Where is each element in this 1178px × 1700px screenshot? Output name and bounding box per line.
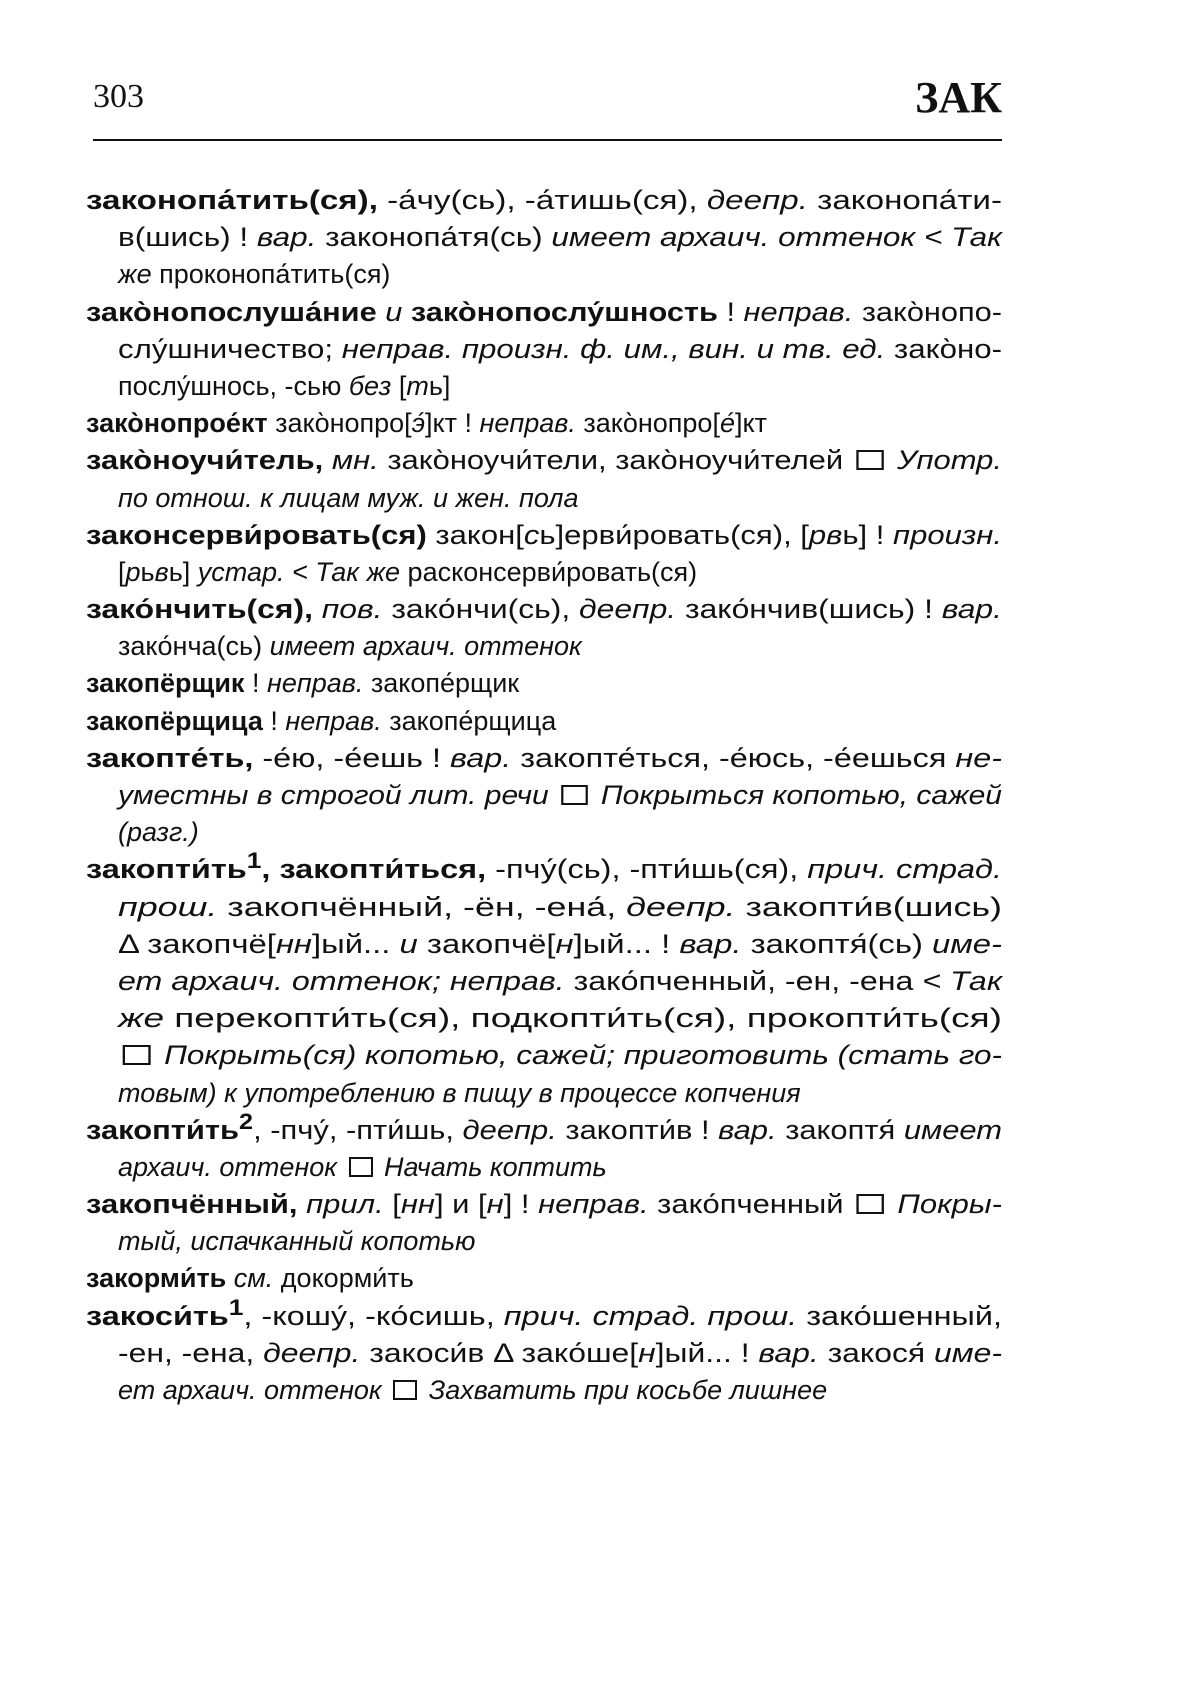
grammar-note: вар. <box>256 222 317 253</box>
grammar-note: прил. <box>306 1189 384 1220</box>
headword: закопчённый, <box>86 1189 298 1220</box>
grammar-note: э́ <box>411 408 425 439</box>
entry-text: зако̀нопро[ <box>575 408 720 439</box>
definition-box-icon <box>857 1194 885 1214</box>
grammar-note: н <box>638 1337 656 1368</box>
dictionary-entry <box>86 1186 1002 1260</box>
grammar-note: име- <box>934 1337 1002 1368</box>
dictionary-entry <box>86 740 1002 852</box>
headword: закоси́ть <box>86 1300 229 1331</box>
grammar-note: Покрыть(ся) копотью, сажей; приготовить (стать го- <box>164 1040 1002 1071</box>
entry-text: законопа́ти- <box>807 185 1003 215</box>
entry-text: зако̀нопо- <box>853 296 1002 327</box>
definition-box-icon <box>349 1157 373 1177</box>
entry-text <box>337 1152 345 1182</box>
grammar-note: < Так <box>922 965 1002 996</box>
entry-text: -е́ю, -е́ешь ! <box>253 742 451 773</box>
grammar-note: деепр. <box>706 185 808 215</box>
entry-text: -а́чу(сь), -а́тишь(ся), <box>377 185 707 215</box>
headword: закопти́ть <box>86 854 247 885</box>
grammar-note: же <box>118 1003 165 1034</box>
entry-text: в(шись) ! <box>118 222 257 253</box>
headword: закопте́ть, <box>86 742 254 773</box>
grammar-note: пов. <box>321 594 383 625</box>
line-content <box>118 889 1002 926</box>
entry-text: закон[ <box>426 519 524 550</box>
entry-text <box>382 1375 390 1405</box>
entry-continuation-line <box>86 628 1002 665</box>
entry-headline <box>86 1186 1002 1223</box>
grammar-note: прич. страд. прош. <box>503 1300 798 1331</box>
entry-continuation-line <box>86 256 1002 293</box>
entry-text: ]кт ! <box>424 408 480 439</box>
line-content <box>86 848 1002 888</box>
entry-text: зако́пченный, -ен, -ена <box>564 965 923 996</box>
entry-text: зако̀нопро[ <box>267 408 412 439</box>
headword: зако́нчить(ся), <box>86 594 313 625</box>
grammar-note: Захватить при косьбе лишнее <box>428 1375 828 1405</box>
line-content <box>86 294 1002 331</box>
grammar-note: неправ. <box>538 1189 649 1220</box>
dictionary-entry <box>86 182 1002 294</box>
grammar-note: и <box>376 296 411 327</box>
grammar-note: имеет <box>903 1114 1003 1145</box>
grammar-note: име- <box>932 928 1003 959</box>
entry-headline <box>86 1294 1002 1335</box>
grammar-note: вар. <box>718 1114 777 1145</box>
grammar-note: неправ. произн. ф. им., вин. и тв. ед. <box>341 333 886 364</box>
homonym-number: 1 <box>228 1294 244 1320</box>
entry-text: [ <box>391 370 407 401</box>
entry-text <box>155 1040 164 1070</box>
entry-continuation-line <box>86 219 1002 256</box>
entry-text <box>888 445 897 475</box>
entry-text: перекопти́ть(ся), подкопти́ть(ся), прокопти́ть(ся) <box>164 1003 1002 1034</box>
entry-text <box>593 780 601 810</box>
entry-text: ь] ! <box>842 519 894 550</box>
grammar-note: деепр. <box>579 594 677 625</box>
line-content <box>86 665 519 702</box>
entry-headline <box>86 294 1002 331</box>
running-head: ЗАК <box>915 73 1002 122</box>
grammar-note: т <box>406 370 429 401</box>
entry-headline <box>86 517 1002 554</box>
grammar-note: деепр. <box>263 1337 361 1368</box>
line-content <box>118 368 450 405</box>
line-content <box>118 1149 607 1186</box>
headword: закопти́ть <box>86 1114 240 1145</box>
grammar-note: имеет архаич. оттенок < Так <box>551 222 1002 253</box>
grammar-note: ет архаич. оттенок; неправ. <box>118 965 565 996</box>
grammar-note: неправ. <box>266 668 364 699</box>
entry-text: Δ закопчё[ <box>118 928 276 959</box>
entry-text <box>313 594 322 624</box>
entry-text: закопе́рщик <box>363 668 520 699</box>
grammar-note: мн. <box>331 445 379 476</box>
entry-text <box>298 1189 307 1219</box>
line-content <box>118 814 199 851</box>
line-content <box>86 405 767 442</box>
line-content <box>86 517 1002 554</box>
entry-text: зако̀ноучи́тели, зако̀ноучи́телей <box>378 445 852 476</box>
line-content <box>118 1372 827 1409</box>
entry-text: закопте́ться, -е́юсь, -е́ешься <box>511 742 956 773</box>
entry-text: закоптя́ <box>776 1114 904 1145</box>
headword: , закопти́ться, <box>261 854 487 885</box>
grammar-note: вар. <box>941 594 1002 625</box>
dictionary-body <box>86 182 1002 1409</box>
entry-text: [ <box>383 1189 401 1220</box>
line-content <box>118 256 390 293</box>
entry-text: ]ый... <box>311 928 400 959</box>
entry-text: ! <box>244 668 267 699</box>
definition-box-icon <box>123 1045 151 1065</box>
line-content <box>118 554 697 591</box>
homonym-number: 1 <box>246 848 262 874</box>
entry-text: закопчённый, -ён, -ена́, <box>217 891 627 922</box>
grammar-note: деепр. <box>626 891 736 922</box>
entry-text: закося́ <box>818 1337 935 1368</box>
headword: зако̀нопрое́кт <box>86 408 268 439</box>
entry-text: -пчу́(сь), -пти́шь(ся), <box>486 854 808 885</box>
grammar-note: Покрыться копотью, сажей <box>600 780 1002 810</box>
line-content <box>118 1037 1002 1074</box>
line-content <box>118 963 1002 1000</box>
homonym-number: 2 <box>239 1108 254 1134</box>
entry-text: ! <box>262 705 286 736</box>
grammar-note: Покры- <box>897 1189 1002 1220</box>
line-content <box>86 591 1002 628</box>
entry-text: закоптя́(сь) <box>741 928 933 959</box>
entry-text: ! <box>717 296 744 327</box>
line-content <box>86 442 1002 479</box>
entry-text: зако́шенный, <box>797 1300 1002 1331</box>
entry-continuation-line <box>86 1037 1002 1074</box>
entry-continuation-line <box>86 814 1002 851</box>
line-content <box>118 628 582 665</box>
line-content <box>118 777 1002 814</box>
entry-text: ь]ерви́ровать(ся), [ <box>539 519 809 550</box>
grammar-note: тый, испачканный копотью <box>118 1226 476 1257</box>
grammar-note: без <box>348 370 392 401</box>
line-content <box>118 331 1002 368</box>
grammar-note: имеет архаич. оттенок <box>269 631 582 662</box>
entry-continuation-line <box>86 1335 1002 1372</box>
headword: закорми́ть <box>86 1263 227 1294</box>
entry-text <box>226 1263 234 1293</box>
entry-headline <box>86 1108 1003 1149</box>
definition-box-icon <box>856 450 884 470</box>
entry-headline <box>86 848 1002 888</box>
grammar-note: р <box>125 556 141 587</box>
entry-text: закопчё[ <box>417 928 556 959</box>
line-content <box>118 1075 801 1112</box>
grammar-note: н <box>555 928 574 959</box>
entry-text: ь] <box>428 370 451 401</box>
entry-text: закопти́в ! <box>556 1114 719 1145</box>
entry-continuation-line <box>86 889 1002 926</box>
headword: законсерви́ровать(ся) <box>86 519 427 550</box>
entry-continuation-line <box>86 554 1002 591</box>
grammar-note: нн <box>400 1189 435 1220</box>
entry-text: закоси́в Δ зако́ше[ <box>360 1337 639 1368</box>
grammar-note: рв <box>808 519 843 550</box>
entry-text: законопа́тя(сь) <box>316 222 552 253</box>
entry-text: ]ый... ! <box>573 928 680 959</box>
entry-continuation-line <box>86 1149 1002 1186</box>
entry-continuation-line <box>86 963 1002 1000</box>
grammar-note: товым) к употреблению в пищу в процессе копчения <box>118 1077 801 1108</box>
entry-continuation-line <box>86 1223 1002 1260</box>
headword: зако̀ноучи́тель, <box>86 445 324 476</box>
dictionary-entry <box>86 848 1003 1111</box>
entry-text: ] и [ <box>434 1189 487 1220</box>
dictionary-entry <box>86 517 1002 591</box>
entry-text: , -пчу́, -пти́шь, <box>253 1114 463 1145</box>
headword: закопёрщица <box>86 705 263 736</box>
entry-text: зако́нча(сь) <box>118 631 270 662</box>
line-content <box>86 1108 1003 1149</box>
definition-box-icon <box>393 1380 417 1400</box>
entry-text: закопе́рщица <box>381 705 557 736</box>
grammar-note: по отнош. к лицам муж. и жен. пола <box>118 482 579 513</box>
entry-headline <box>86 740 1002 777</box>
dictionary-entry <box>86 1294 1002 1410</box>
entry-text <box>377 1152 385 1182</box>
dictionary-entry <box>86 703 1002 740</box>
dictionary-entry <box>86 1260 1002 1297</box>
grammar-note: неправ. <box>743 296 854 327</box>
header-rule <box>93 139 1002 141</box>
dictionary-entry <box>86 294 1002 406</box>
entry-text: закопти́в(шись) <box>735 891 1003 922</box>
entry-text: зако́нчи(сь), <box>382 594 580 625</box>
line-content <box>118 219 1002 256</box>
entry-continuation-line <box>86 926 1002 963</box>
line-content <box>118 1223 475 1260</box>
entry-headline <box>86 665 1002 702</box>
headword: закопёрщик <box>86 668 245 699</box>
grammar-note: в <box>154 556 169 587</box>
dictionary-entry <box>86 665 1002 702</box>
grammar-note: не- <box>955 742 1002 773</box>
entry-headline <box>86 703 1002 740</box>
grammar-note: неправ. <box>285 705 382 736</box>
entry-headline <box>86 591 1002 628</box>
entry-headline <box>86 405 1002 442</box>
line-content <box>118 480 579 517</box>
entry-continuation-line <box>86 1000 1002 1037</box>
entry-text: ь <box>140 556 155 587</box>
grammar-note: вар. <box>758 1337 819 1368</box>
entry-continuation-line <box>86 368 1002 405</box>
grammar-note: Употр. <box>897 445 1002 476</box>
grammar-note: Начать коптить <box>384 1151 607 1182</box>
entry-text: расконсерви́ровать(ся) <box>400 556 698 587</box>
entry-text <box>889 1189 898 1219</box>
grammar-note: см. <box>233 1263 274 1294</box>
grammar-note: (разг.) <box>118 817 199 848</box>
grammar-note: с <box>523 519 540 550</box>
entry-text: зако́пченный <box>648 1189 853 1220</box>
entry-text: послу́шнось, -сью <box>118 370 349 401</box>
headword: законопа́тить(ся), <box>86 185 378 215</box>
grammar-note: нн <box>275 928 312 959</box>
line-content <box>118 1335 1002 1372</box>
entry-headline <box>86 442 1002 479</box>
line-content <box>118 1000 1002 1037</box>
line-content <box>86 1260 414 1297</box>
grammar-note: же <box>118 259 152 290</box>
grammar-note: произн. <box>893 519 1002 550</box>
entry-text: ь] <box>168 556 198 587</box>
grammar-note: устар. < Так же <box>197 556 401 587</box>
dictionary-entry <box>86 442 1002 516</box>
grammar-note: ет архаич. оттенок <box>118 1375 382 1405</box>
grammar-note: вар. <box>679 928 742 959</box>
entry-text: докорми́ть <box>273 1263 414 1294</box>
dictionary-entry <box>86 405 1002 442</box>
entry-continuation-line <box>86 331 1002 368</box>
dictionary-entry <box>86 1108 1003 1186</box>
line-content <box>86 703 556 740</box>
line-content <box>86 1186 1002 1223</box>
line-content <box>86 182 1002 219</box>
line-content <box>86 740 1002 777</box>
page-number: 303 <box>93 78 144 115</box>
entry-headline <box>86 1260 1002 1297</box>
entry-text: , -кошу́, -ко́сишь, <box>243 1300 504 1331</box>
dictionary-entry <box>86 591 1002 665</box>
line-content <box>86 1294 1002 1335</box>
entry-text: слу́шничество; <box>118 333 342 364</box>
entry-text: зако́нчив(шись) ! <box>676 594 942 625</box>
headword: зако̀нопослу́шность <box>410 296 718 327</box>
grammar-note: н <box>486 1189 504 1220</box>
grammar-note: прош. <box>118 891 218 922</box>
grammar-note: уместны в строгой лит. речи <box>118 780 549 810</box>
grammar-note: вар. <box>450 742 512 773</box>
entry-text <box>421 1375 429 1405</box>
entry-text <box>549 780 557 810</box>
grammar-note: архаич. оттенок <box>118 1151 337 1182</box>
entry-continuation-line <box>86 777 1002 814</box>
entry-text: -ен, -ена, <box>118 1337 264 1368</box>
entry-continuation-line <box>86 1372 1002 1409</box>
grammar-note: и <box>399 928 418 959</box>
entry-text: зако̀но- <box>885 333 1002 364</box>
grammar-note: е́ <box>719 408 735 439</box>
grammar-note: деепр. <box>462 1114 557 1145</box>
headword: зако̀нопослуша́ние <box>86 296 377 327</box>
line-content <box>118 926 1002 963</box>
entry-text: проконопа́тить(ся) <box>151 259 391 290</box>
entry-text: [ <box>118 556 126 587</box>
entry-text: ]ый... ! <box>655 1337 759 1368</box>
entry-continuation-line <box>86 1075 1002 1112</box>
entry-headline <box>86 182 1002 219</box>
grammar-note: неправ. <box>479 408 576 439</box>
entry-text: ]кт <box>735 408 767 439</box>
entry-text: ] ! <box>503 1189 539 1220</box>
entry-continuation-line <box>86 480 1002 517</box>
grammar-note: прич. страд. <box>807 854 1002 885</box>
definition-box-icon <box>561 785 588 805</box>
